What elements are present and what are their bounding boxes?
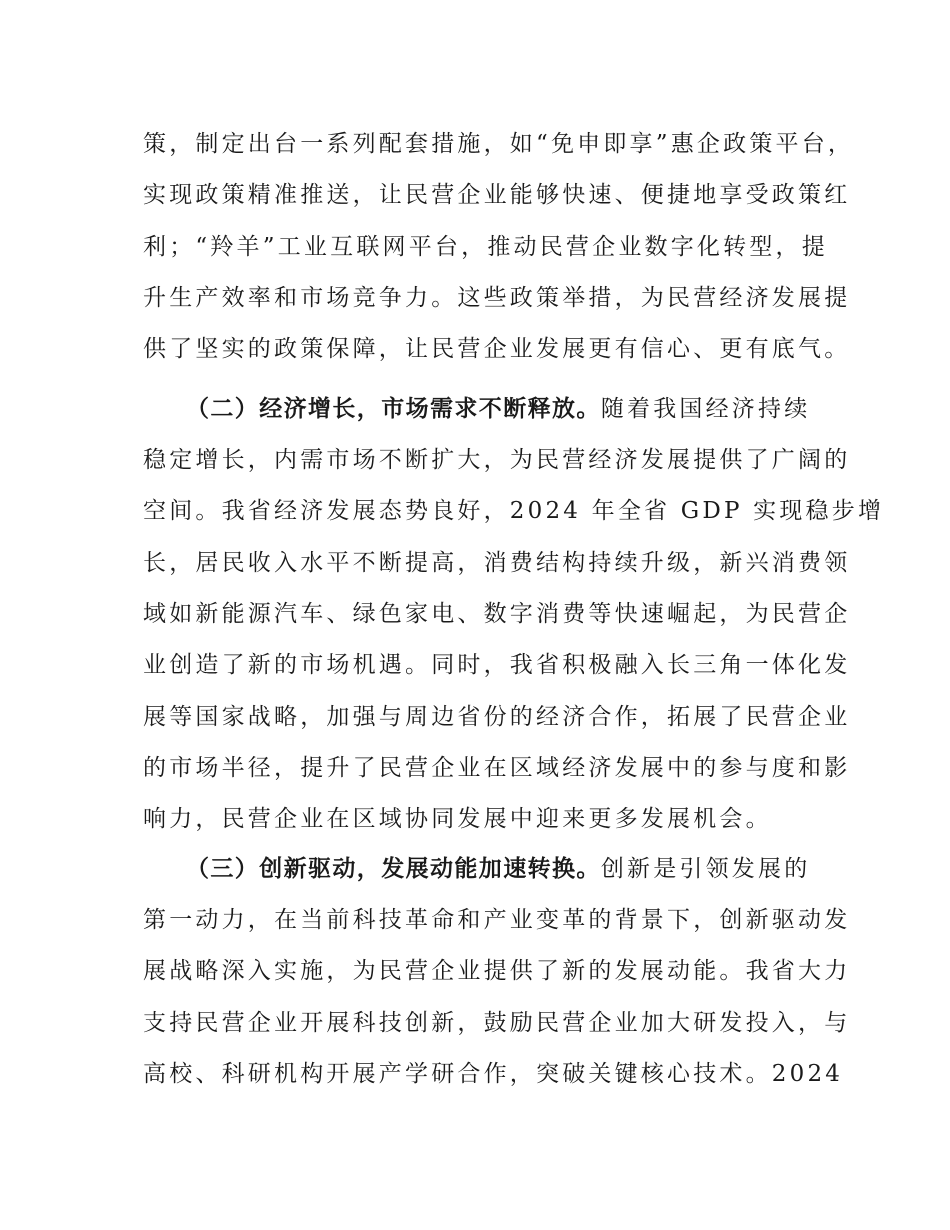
body-text-line: 高校、科研机构开展产学研合作，突破关键核心技术。2024 <box>143 1061 844 1087</box>
body-text-line: 供了坚实的政策保障，让民营企业发展更有信心、更有底气。 <box>143 336 851 362</box>
section-heading-3: （三）创新驱动，发展动能加速转换。 <box>186 856 601 882</box>
section-text: 创新是引领发展的 <box>600 856 811 882</box>
body-text-line: 实现政策精准推送，让民营企业能够快速、便捷地享受政策红 <box>143 182 851 208</box>
body-text-line: 策，制定出台一系列配套措施，如“免申即享”惠企政策平台， <box>143 131 855 157</box>
section-first-line <box>186 852 833 886</box>
body-text-line: 空间。我省经济发展态势良好，2024 年全省 GDP 实现稳步增 <box>143 498 885 524</box>
body-text-line: 第一动力，在当前科技革命和产业变革的背景下，创新驱动发 <box>143 907 851 933</box>
body-text-line: 的市场半径，提升了民营企业在区域经济发展中的参与度和影 <box>143 755 851 781</box>
section-first-line <box>186 392 833 426</box>
body-text-line: 利；“羚羊”工业互联网平台，推动民营企业数字化转型，提 <box>143 234 828 260</box>
body-text-line: 响力，民营企业在区域协同发展中迎来更多发展机会。 <box>143 806 772 832</box>
body-text-line: 展等国家战略，加强与周边省份的经济合作，拓展了民营企业 <box>143 704 851 730</box>
body-text-line: 支持民营企业开展科技创新，鼓励民营企业加大研发投入，与 <box>143 1010 851 1036</box>
body-text-line: 长，居民收入水平不断提高，消费结构持续升级，新兴消费领 <box>143 550 851 576</box>
section-text: 随着我国经济持续 <box>600 396 811 422</box>
body-text-line: 域如新能源汽车、绿色家电、数字消费等快速崛起，为民营企 <box>143 601 851 627</box>
body-text-line: 展战略深入实施，为民营企业提供了新的发展动能。我省大力 <box>143 958 851 984</box>
section-heading-2: （二）经济增长，市场需求不断释放。 <box>186 396 601 422</box>
body-text-line: 稳定增长，内需市场不断扩大，为民营经济发展提供了广阔的 <box>143 447 851 473</box>
body-text-line: 升生产效率和市场竞争力。这些政策举措，为民营经济发展提 <box>143 285 851 311</box>
body-text-line: 业创造了新的市场机遇。同时，我省积极融入长三角一体化发 <box>143 652 851 678</box>
